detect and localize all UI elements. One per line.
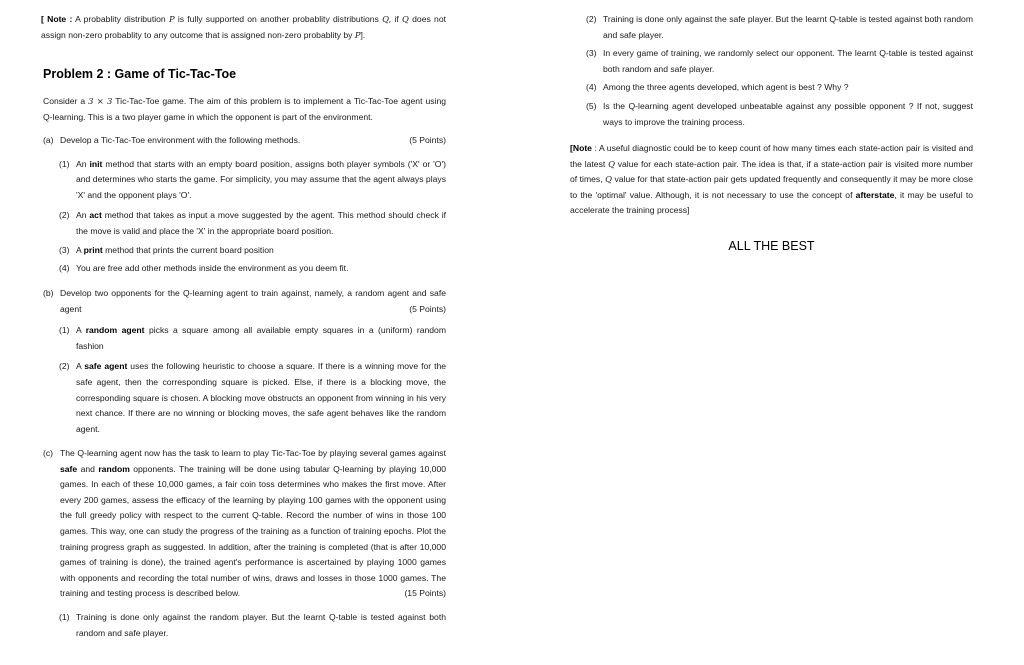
sub-item: (1) An init method that starts with an empty board position, assigns both player symbols ('X' or 'O') and determines who starts the game. For simplicity, you may assume that the agent always plays 'X' and the opponent plays 'O'. xyxy=(59,158,446,200)
closing-line: ALL THE BEST xyxy=(728,239,815,253)
sub-item: (1) A random agent picks a square among all available empty squares in a (uniform) random fashion xyxy=(59,325,446,351)
part-a-heading: (a) Develop a Tic-Tac-Toe environment with the following methods. (5 Points) xyxy=(43,133,446,149)
part-c-items xyxy=(43,610,446,641)
sub-item: (2) Training is done only against the safe player. But the learnt Q-table is tested against both random and safe player. xyxy=(586,14,973,40)
sub-item: (4) You are free add other methods inside the environment as you deem fit. xyxy=(59,263,349,274)
sub-item: (1) Training is done only against the random player. But the learnt Q-table is tested against both random and safe player. xyxy=(59,611,446,638)
part-b-heading: (b) Develop two opponents for the Q-learning agent to train against, namely, a random agent and safe agent (5 Points) xyxy=(43,286,446,317)
fully-supported-note: [ Note : A probablity distribution P is fully supported on another probablity distributions Q, if Q does not assign non-zero probablity to any outcome that is assigned non-zero probablity by P]. xyxy=(41,14,446,40)
part-b xyxy=(43,286,446,437)
points-label: (15 Points) xyxy=(404,588,446,599)
sub-item: (4) Among the three agents developed, which agent is best ? Why ? xyxy=(586,82,849,93)
points-label: (5 Points) xyxy=(409,135,446,145)
part-a xyxy=(43,133,446,277)
part-b-items xyxy=(43,323,446,437)
problem-intro: Consider a 3 × 3 Tic-Tac-Toe game. The aim of this problem is to implement a Tic-Tac-Toe agent using Q-learning. This is a two player game in which the opponent is part of the environment. xyxy=(43,96,447,122)
part-c xyxy=(43,446,446,641)
part-c-heading: (c) The Q-learning agent now has the task to learn to play Tic-Tac-Toe by playing several games against safe and random opponents. The training will be done using tabular Q-learning by playing 10,000 games. In each of these 10,000 games, a fair coin toss determines who makes the first move. After every 200 games, assess the efficacy of the learning by playing 100 games with the opponent using the full greedy policy with respect to the current Q-table. Record the number of wins in those 100 games. This way, one can study the progress of the training as a function of training epochs. Plot the training progress graph as suggested. In addition, after the training is completed (that is after 10,000 games of training is done), the trained agent's performance is ascertained by playing 1000 games with opponents and recording the total number of wins, draws and losses in those 1000 games. The training and testing process is described below. (15 Points) xyxy=(43,446,446,602)
sub-item: (2) An act method that takes as input a move suggested by the agent. This method should check if the move is valid and place the 'X' in the appropriate board position. xyxy=(59,210,447,236)
problem-title: Problem 2 : Game of Tic-Tac-Toe xyxy=(43,67,237,81)
sub-item: (5) Is the Q-learning agent developed unbeatable against any possible opponent ? If not, suggest ways to improve the training process. xyxy=(586,100,973,127)
sub-item: (2) A safe agent uses the following heuristic to choose a square. If there is a winning move for the safe agent, then the corresponding square is picked. Else, if there is a blocking move, the corresponding square is chosen. A blocking move obstructs an opponent from winning in his very next chance. If there are no winning or blocking moves, the safe agent behaves like the random agent. xyxy=(59,361,447,434)
points-label: (5 Points) xyxy=(409,303,446,314)
part-c-items-continued xyxy=(570,12,973,130)
sub-item: (3) A print method that prints the current board position xyxy=(59,244,274,255)
part-a-items xyxy=(43,157,446,277)
diagnostic-note: [Note : A useful diagnostic could be to keep count of how many times each state-action pair is visited and the latest Q value for each state-action pair. The idea is that, if a state-action pair is visited more number of times, Q value for that state-action pair gets updated frequently and consequently it may be more close to the 'optimal' value. Although, it is not necessary to use the concept of afterstate, it may be useful to accelerate the training process] xyxy=(570,143,974,216)
sub-item: (3) In every game of training, we randomly select our opponent. The learnt Q-table is tested against both random and safe player. xyxy=(586,48,973,74)
